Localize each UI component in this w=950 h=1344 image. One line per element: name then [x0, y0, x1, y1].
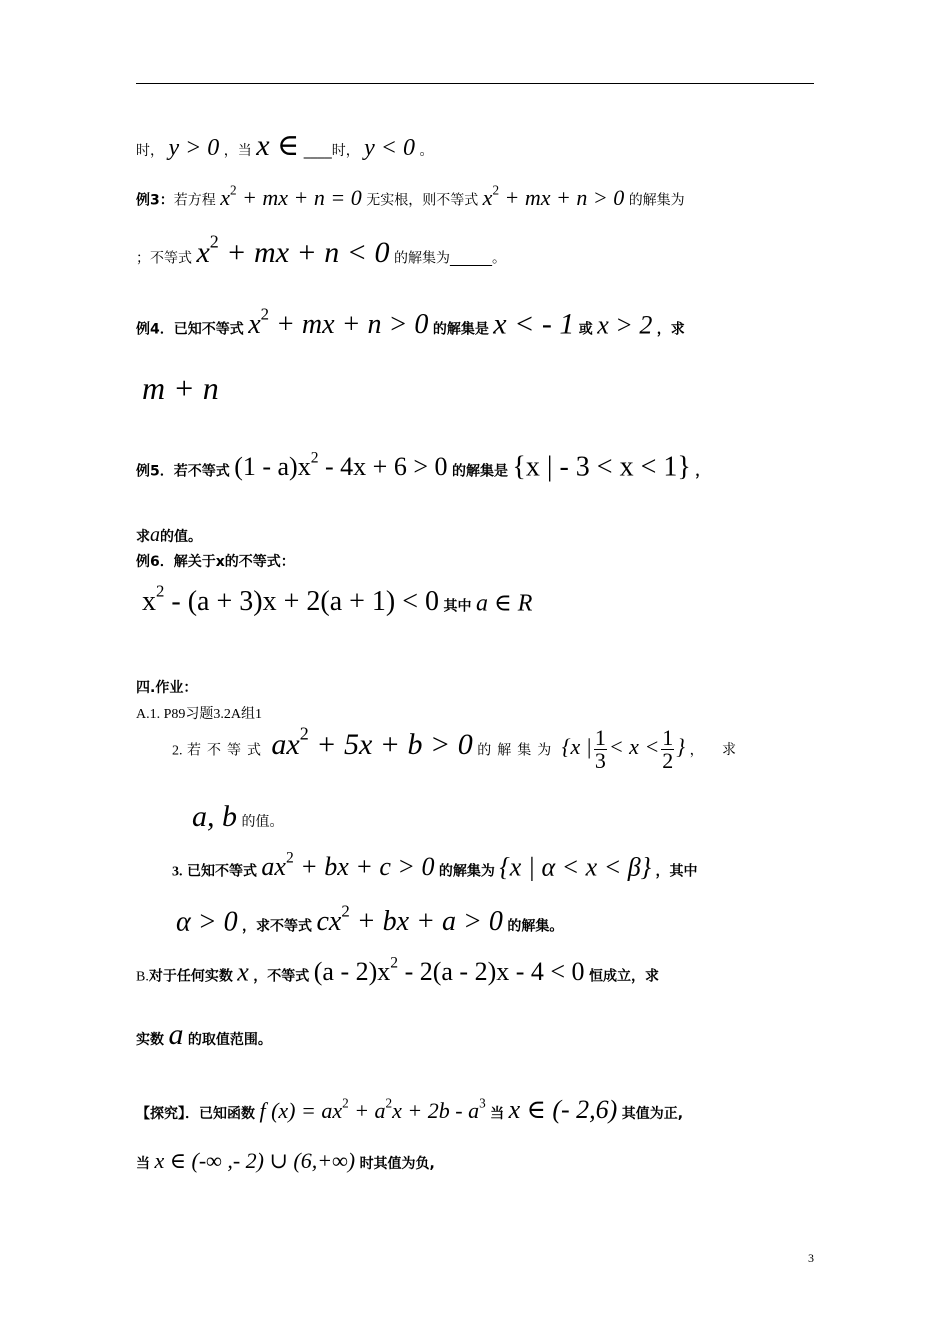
text: 的解集为	[438, 863, 495, 880]
math: a	[150, 524, 160, 546]
explore-label: 【探究】	[136, 1106, 185, 1122]
math: m + n	[142, 370, 219, 406]
math: a ∈ R	[475, 590, 533, 617]
text: 若方程	[173, 192, 216, 209]
math: a, b	[192, 800, 237, 833]
math: y > 0	[168, 135, 220, 161]
example-5-line-2	[136, 524, 202, 547]
text: 的解集是	[451, 463, 508, 480]
solution-set: {x | $\frac{1}{3}$ < x < $\frac{1}{2}$ }	[561, 724, 686, 773]
example-6-line-2	[142, 582, 532, 618]
math: x < - 1	[493, 307, 575, 341]
text: ，当	[223, 143, 252, 159]
text: 实数	[136, 1032, 164, 1048]
text: 的解集为	[477, 742, 558, 759]
text: ，求不等式	[242, 918, 313, 935]
math: $x^2$ + mx + n > 0	[482, 182, 625, 210]
math: f $(x) = ax^2 + a^2x + 2b - a^3$	[259, 1095, 486, 1123]
math: $x^2$ + mx + n < 0	[196, 232, 390, 270]
text: 的值。	[241, 814, 284, 830]
text: 其中	[443, 598, 472, 615]
text: 的解集为	[628, 192, 685, 209]
math: $x^2 - (a + 3)x + 2(a + 1) < 0$	[142, 582, 440, 618]
math: $(1 - a)x^2 - 4x + 6 > 0$	[234, 450, 448, 482]
text: 的解集为	[393, 250, 450, 267]
text: ；不等式	[136, 250, 192, 267]
blank: ______	[449, 250, 492, 267]
text: 时，	[136, 143, 164, 159]
example-label: 例6．解关于x的不等式：	[136, 554, 295, 570]
homework-a1: A.1. P89习题3.2A组1	[136, 707, 263, 722]
example-3-line-2	[136, 232, 506, 270]
math: x	[237, 957, 249, 987]
math: x > 2	[597, 310, 653, 340]
item-number: 2.	[172, 743, 183, 759]
homework-b-line-2	[136, 1018, 272, 1052]
math: $ax^2 + 5x + b > 0$	[271, 724, 473, 762]
text: 对于任何实数	[148, 968, 233, 985]
math: x ∈	[256, 129, 300, 162]
math: {x | α < x < β}	[499, 852, 652, 882]
math: a	[168, 1018, 184, 1051]
text: ，不等式	[253, 968, 310, 985]
homework-a3-line-1	[172, 850, 698, 882]
text: 求	[136, 529, 150, 545]
homework-b-line-1	[136, 955, 659, 987]
text: 其值为正,	[621, 1106, 684, 1122]
text: 恒成立，求	[589, 968, 660, 985]
homework-a3-line-2	[176, 902, 563, 938]
example-3-line-1	[136, 182, 685, 211]
text: 时，	[331, 143, 360, 159]
text: ，	[695, 463, 710, 480]
explore-line-1	[136, 1095, 683, 1125]
example-5-line-1	[136, 450, 709, 483]
math: $x^2$ + mx + n = 0	[220, 182, 362, 210]
example-6-line-1	[136, 551, 295, 571]
text: 当	[490, 1106, 505, 1122]
text: 或	[578, 321, 593, 338]
text: 。	[491, 250, 506, 267]
example-4-line-1	[136, 305, 685, 341]
text: 时其值为负,	[359, 1156, 435, 1172]
homework-title: 四.作业：	[136, 680, 198, 696]
math: x ∈ (- 2,6)	[508, 1095, 618, 1124]
text: 的解集。	[507, 918, 564, 935]
example-label: 例5．若不等式	[136, 463, 230, 480]
explore-line-2	[136, 1148, 435, 1174]
math: x ∈ (-∞ ,- 2) ∪ (6,+∞)	[154, 1148, 356, 1173]
math: α > 0	[176, 906, 238, 938]
text: 已知不等式	[186, 863, 257, 880]
math: $x^2$ + mx + n > 0	[248, 305, 429, 341]
text: 若不等式	[186, 742, 267, 759]
math: $(a - 2)x^2 - 2(a - 2)x - 4 < 0$	[313, 955, 585, 987]
line-1	[136, 128, 433, 163]
header-rule	[136, 83, 814, 84]
text: ．已知函数	[185, 1106, 255, 1122]
blank: ____	[303, 143, 332, 159]
page-number: 3	[808, 1251, 814, 1265]
example-4-line-2	[142, 370, 219, 407]
text: 的值。	[160, 529, 202, 545]
math: $ax^2$ + bx + c > 0	[261, 850, 435, 882]
item-number: 3.	[172, 864, 183, 880]
text: 无实根，则不等式	[366, 192, 479, 209]
text: 的取值范围。	[187, 1032, 272, 1048]
example-label: 例3：	[136, 192, 174, 209]
example-label: 例4．已知不等式	[136, 321, 244, 338]
homework-a2-line-2	[192, 800, 283, 834]
text: 求	[722, 742, 737, 759]
math: y < 0	[364, 135, 416, 161]
text: 当	[136, 1156, 150, 1172]
item-label: B.	[136, 969, 149, 985]
text: ，求	[656, 321, 685, 338]
math: $cx^2$ + bx + a > 0	[316, 902, 503, 938]
text: 。	[419, 143, 434, 159]
homework-a2-line-1	[172, 724, 736, 772]
text: ，	[689, 742, 704, 759]
math: {x | - 3 < x < 1}	[512, 451, 691, 483]
text: 的解集是	[432, 321, 489, 338]
text: ，其中	[655, 863, 698, 880]
